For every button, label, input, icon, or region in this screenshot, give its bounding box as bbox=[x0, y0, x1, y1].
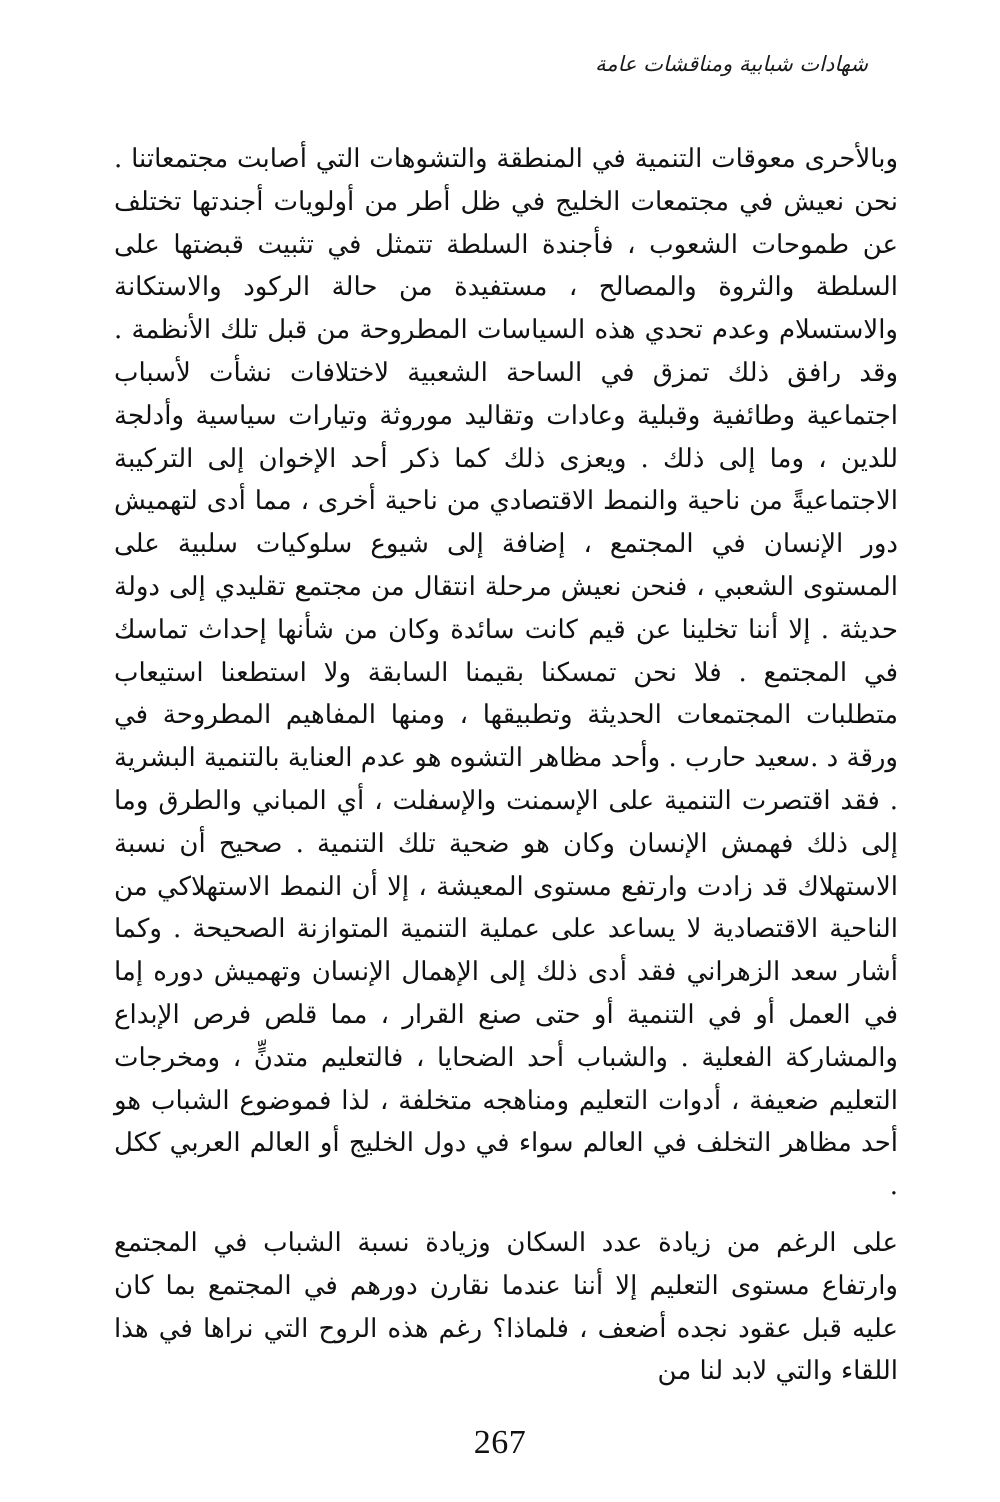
page-number: 267 bbox=[473, 1424, 527, 1461]
paragraph: على الرغم من زيادة عدد السكان وزيادة نسبة الشباب في المجتمع وارتفاع مستوى التعليم إلا أننا عندما نقارن دورهم في المجتمع بما كان عليه قبل عقود نجده أضعف ، فلماذا؟ رغم هذه الروح التي نراها في هذا اللقاء والتي لابد لنا من bbox=[114, 1227, 898, 1387]
body-text bbox=[114, 138, 898, 1393]
running-header: شهادات شبابية ومناقشات عامة bbox=[595, 52, 868, 76]
paragraph: وبالأحرى معوقات التنمية في المنطقة والتشوهات التي أصابت مجتمعاتنا . نحن نعيش في مجتمعات الخليج في ظل أطر من أولويات أجندتها تختلف عن طموحات الشعوب ، فأجندة السلطة تتمثل في تثبيت قبضتها على السلطة والثروة والمصالح ، مستفيدة من حالة الركود والاستكانة والاستسلام وعدم تحدي هذه السياسات المطروحة من قبل تلك الأنظمة . وقد رافق ذلك تمزق في الساحة الشعبية لاختلافات نشأت لأسباب اجتماعية وطائفية وقبلية وعادات وتقاليد موروثة وتيارات سياسية وأدلجة للدين ، وما إلى ذلك . ويعزى ذلك كما ذكر أحد الإخوان إلى التركيبة الاجتماعيةً من ناحية والنمط الاقتصادي من ناحية أخرى ، مما أدى لتهميش دور الإنسان في المجتمع ، إضافة إلى شيوع سلوكيات سلبية على المستوى الشعبي ، فنحن نعيش مرحلة انتقال من مجتمع تقليدي إلى دولة حديثة . إلا أننا تخلينا عن قيم كانت سائدة وكان من شأنها إحداث تماسك في المجتمع . فلا نحن تمسكنا بقيمنا السابقة ولا استطعنا استيعاب متطلبات المجتمعات الحديثة وتطبيقها ، ومنها المفاهيم المطروحة في ورقة د .سعيد حارب . وأحد مظاهر التشوه هو عدم العناية بالتنمية البشرية . فقد اقتصرت التنمية على الإسمنت والإسفلت ، أي المباني والطرق وما إلى ذلك فهمش الإنسان وكان هو ضحية تلك التنمية . صحيح أن نسبة الاستهلاك قد زادت وارتفع مستوى المعيشة ، إلا أن النمط الاستهلاكي من الناحية الاقتصادية لا يساعد على عملية التنمية المتوازنة الصحيحة . وكما أشار سعد الزهراني فقد أدى ذلك إلى الإهمال الإنسان وتهميش دوره إما في العمل أو في التنمية أو حتى صنع القرار ، مما قلص فرص الإبداع والمشاركة الفعلية . والشباب أحد الضحايا ، فالتعليم متدنٍّ ، ومخرجات التعليم ضعيفة ، أدوات التعليم ومناهجه متخلفة ، لذا فموضوع الشباب هو أحد مظاهر التخلف في العالم سواء في دول الخليج أو العالم العربي ككل . bbox=[114, 144, 898, 1202]
